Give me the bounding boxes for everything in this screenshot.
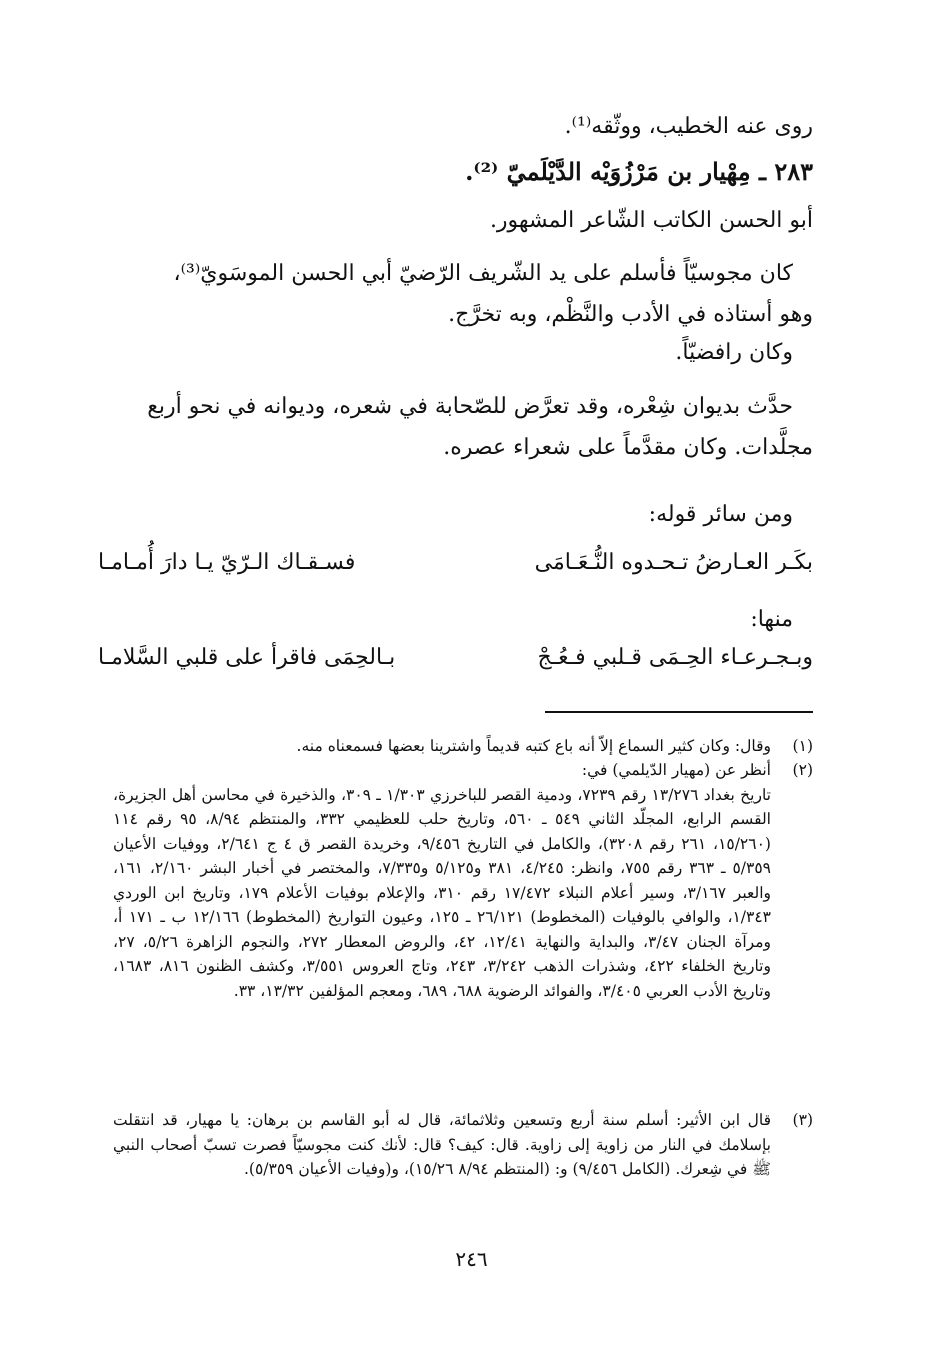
text-line: كان مجوسيّاً فأسلم على يد الشّريف الرّضيّ أبي الحسن الموسَويّ⁽³⁾، [173,261,793,286]
footnote-heading: أنظر عن (مهيار الدّيلمي) في: [581,761,771,779]
text-line: منها: [750,607,793,632]
page-number: ٢٤٦ [455,1247,488,1271]
footnote [113,734,813,759]
footnote-number: (٣) [792,1111,813,1129]
footnote [113,758,813,1003]
footnote-text: قال ابن الأثير: أسلم سنة أربع وتسعين وثلاثمائة، قال له أبو القاسم بن برهان: يا مهيار، قد انتقلت بإسلامك في النار من زاوية إلى زاوية. قال: كيف؟ قال: لأنك كنت مجوسيّاً فصرت تسبّ أصحاب النبي ﷺ في شِعرك. (الكامل ٩/٤٥٦) و: (المنتظم ٨/٩٤ ١٥/٢٦)، و(وفيات الأعيان ٥/٣٥٩). [113,1111,771,1178]
poem-verse [98,546,813,580]
entry-title: ٢٨٣ ـ مِهْيار بن مَرْزُوَيْه الدَّيْلَميّ ⁽²⁾. [465,157,813,186]
verse-first-hemistich: وبـجـرعـاء الحِـمَى قـلبي فـعُـجْ [537,645,813,670]
text-line: وكان رافضيّاً. [675,340,793,365]
verse-second-hemistich: بـالحِمَى فاقرأ على قلبي السَّلامـا [98,645,396,670]
text-line: حدَّث بديوان شِعْره، وقد تعرَّض للصّحابة في شعره، وديوانه في نحو أربع [147,394,793,419]
text-line: مجلَّدات. وكان مقدَّماً على شعراء عصره. [443,435,813,460]
footnote-text: تاريخ بغداد ١٣/٢٧٦ رقم ٧٢٣٩، ودمية القصر للباخرزي ١/٣٠٣ ـ ٣٠٩، والذخيرة في محاسن أهل الجزيرة، القسم الرابع، المجلّد الثاني ٥٤٩ ـ ٥٦٠، وتاريخ حلب للعظيمي ٣٣٢، والمنتظم ٨/٩٤، ٩٥ رقم ١١٤ (١٥/٢٦٠، ٢٦١ رقم ٣٢٠٨)، والكامل في التاريخ ٩/٤٥٦، وخريدة القصر ق ٤ ج ٢/٦٤١، ووفيات الأعيان ٥/٣٥٩ ـ ٣٦٣ رقم ٧٥٥، وانظر: ٤/٢٤٥، ٣٨١ و٥/١٢٥ و٧/٣٣٥، والمختصر في أخبار البشر ٢/١٦٠، ١٦١، والعبر ٣/١٦٧، وسير أعلام النبلاء ١٧/٤٧٢ رقم ٣١٠، والإعلام بوفيات الأعلام ١٧٩، وتاريخ ابن الوردي ١/٣٤٣، والوافي بالوفيات (المخطوط) ٢٦/١٢١ ـ ١٢٥، وعيون التواريخ (المخطوط) ١٢/١٦٦ ب ـ ١٧١ أ، ومرآة الجنان ٣/٤٧، والبداية والنهاية ١٢/٤١، ٤٢، والروض المعطار ٢٧٢، والنجوم الزاهرة ٥/٢٦، ٢٧، وتاريخ الخلفاء ٤٢٢، وشذرات الذهب ٣/٢٤٢، ٢٤٣، وتاج العروس ٣/٥٥١، وكشف الظنون ٨١٦، ١٦٨٣، وتاريخ الأدب العربي ٣/٤٠٥، والفوائد الرضوية ٦٨٨، ٦٨٩، ومعجم المؤلفين ١٣/٣٢، ٣٣. [113,785,771,1000]
verse-second-hemistich: فسـقـاك الـرّيّ يـا دارَ أُمـامـا [98,550,356,575]
verse-first-hemistich: بكَـر العـارضُ تـحـدوه النُّـعَـامَى [534,550,813,575]
footnote-divider [545,711,813,713]
text-line: ومن سائر قوله: [648,502,793,527]
footnote-text: وقال: وكان كثير السماع إلاّ أنه باع كتبه قديماً واشترينا بعضها فسمعناه منه. [296,737,771,755]
text-line: وهو أستاذه في الأدب والنَّظْم، وبه تخرَّج. [448,302,813,327]
footnote-number: (٢) [792,761,813,779]
text-line: أبو الحسن الكاتب الشّاعر المشهور. [489,208,813,233]
text-line: روى عنه الخطيب، ووثّقه⁽¹⁾. [564,114,813,139]
footnote-number: (١) [792,737,813,755]
poem-verse [98,641,813,675]
footnote [113,1108,813,1182]
